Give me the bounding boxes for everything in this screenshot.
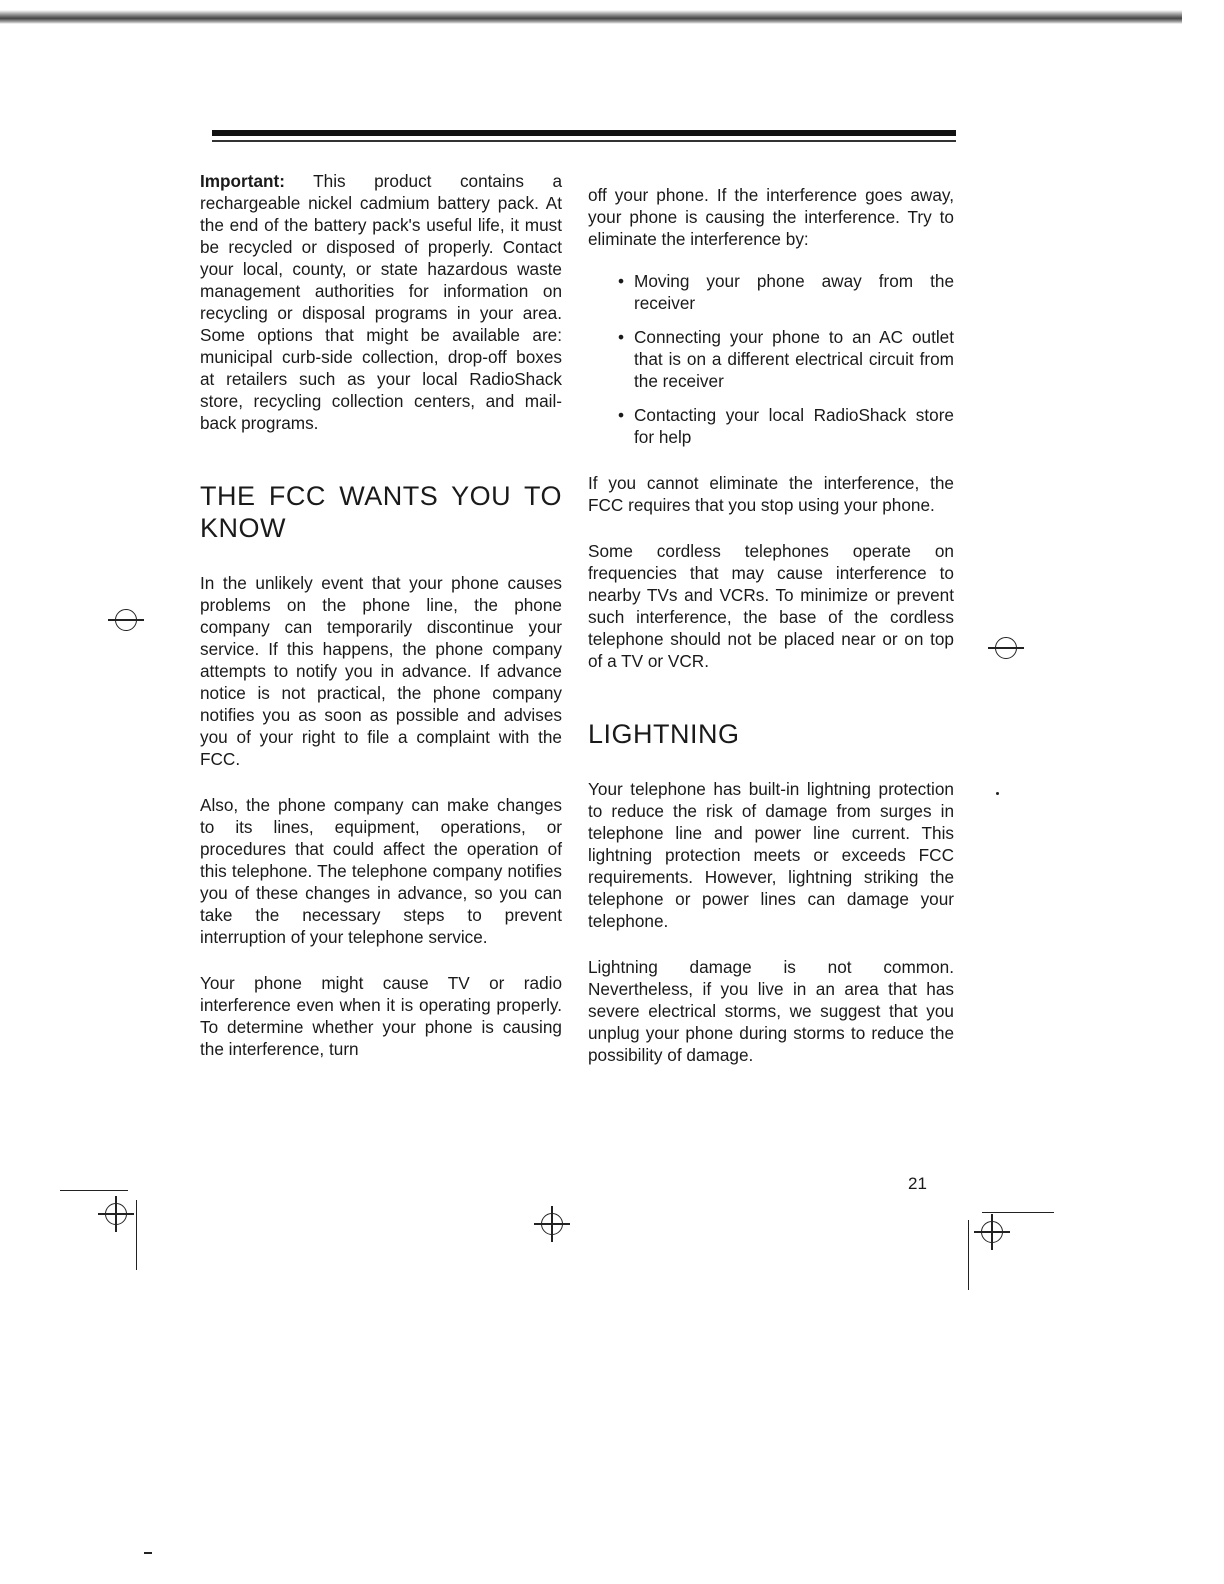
fcc-paragraph-2: Also, the phone company can make changes to its lines, equipment, operations, or procedures that could affect the operation of this telephone. The telephone company notifies you of these changes in advance, so you can take the necessary steps to prevent interruption of your telephone service. — [200, 795, 562, 947]
registration-mark-icon — [538, 1210, 566, 1238]
left-column — [200, 170, 562, 1060]
list-item: • Connecting your phone to an AC outlet that is on a different electrical circuit from the receiver — [588, 326, 954, 392]
registration-mark-icon — [978, 1218, 1006, 1246]
fcc-paragraph-3: Your phone might cause TV or radio interference even when it is operating properly. To determine whether your phone is causing the interference, turn — [200, 973, 562, 1059]
lightning-paragraph-1: Your telephone has built-in lightning protection to reduce the risk of damage from surges in telephone line and power line current. This lightning protection meets or exceeds FCC requirements. However, lightning striking the telephone or power lines can damage your telephone. — [588, 779, 954, 931]
list-item: • Contacting your local RadioShack store for help — [588, 404, 954, 448]
interference-bullet-list — [588, 270, 954, 448]
speck — [996, 792, 999, 795]
cordless-paragraph: Some cordless telephones operate on frequencies that may cause interference to nearby TVs and VCRs. To minimize or prevent such interference, the base of the cordless telephone should not be placed near or on top of a TV or VCR. — [588, 541, 954, 671]
cannot-eliminate-paragraph: If you cannot eliminate the interference, the FCC requires that you stop using your phone. — [588, 473, 954, 515]
important-paragraph — [200, 170, 562, 434]
lightning-paragraph-2: Lightning damage is not common. Nevertheless, if you live in an area that has severe electrical storms, we suggest that you unplug your phone during storms to reduce the possibility of damage. — [588, 957, 954, 1065]
crop-mark — [982, 1212, 1054, 1213]
lightning-heading: LIGHTNING — [588, 719, 740, 749]
registration-mark-icon — [102, 1200, 130, 1228]
header-rule-thin — [212, 140, 956, 142]
fcc-paragraph-1: In the unlikely event that your phone causes problems on the phone line, the phone company can temporarily discontinue your service. If this happens, the phone company attempts to notify you in advance. If advance notice is not practical, the phone company notifies you as soon as possible and advises you of your right to file a complaint with the FCC. — [200, 573, 562, 769]
crop-mark — [60, 1190, 128, 1191]
header-rule — [212, 130, 956, 136]
crop-mark — [136, 1200, 137, 1270]
important-lead: Important: — [200, 171, 285, 191]
important-text: This product contains a rechargeable nickel cadmium battery pack. At the end of the battery pack's useful life, it must be recycled or disposed of properly. Contact your local, county, or state hazardous waste management authorities for information on recycling or disposal programs in your area. Some options that might be available are: municipal curb-side collection, drop-off boxes at retailers such as your local RadioShack store, recycling collection centers, and mail-back programs. — [200, 171, 563, 433]
scan-edge-artifact — [0, 10, 1182, 24]
fcc-heading: THE FCC WANTS YOU TO KNOW — [200, 481, 562, 543]
page-number: 21 — [908, 1174, 927, 1193]
speck — [144, 1552, 152, 1554]
registration-mark-icon — [112, 606, 140, 634]
interference-continued-paragraph: off your phone. If the interference goes away, your phone is causing the interference. Try to eliminate the interference by: — [588, 185, 954, 249]
list-item: • Moving your phone away from the receiver — [588, 270, 954, 314]
crop-mark — [968, 1220, 969, 1290]
right-column — [588, 184, 954, 1066]
registration-mark-icon — [992, 634, 1020, 662]
